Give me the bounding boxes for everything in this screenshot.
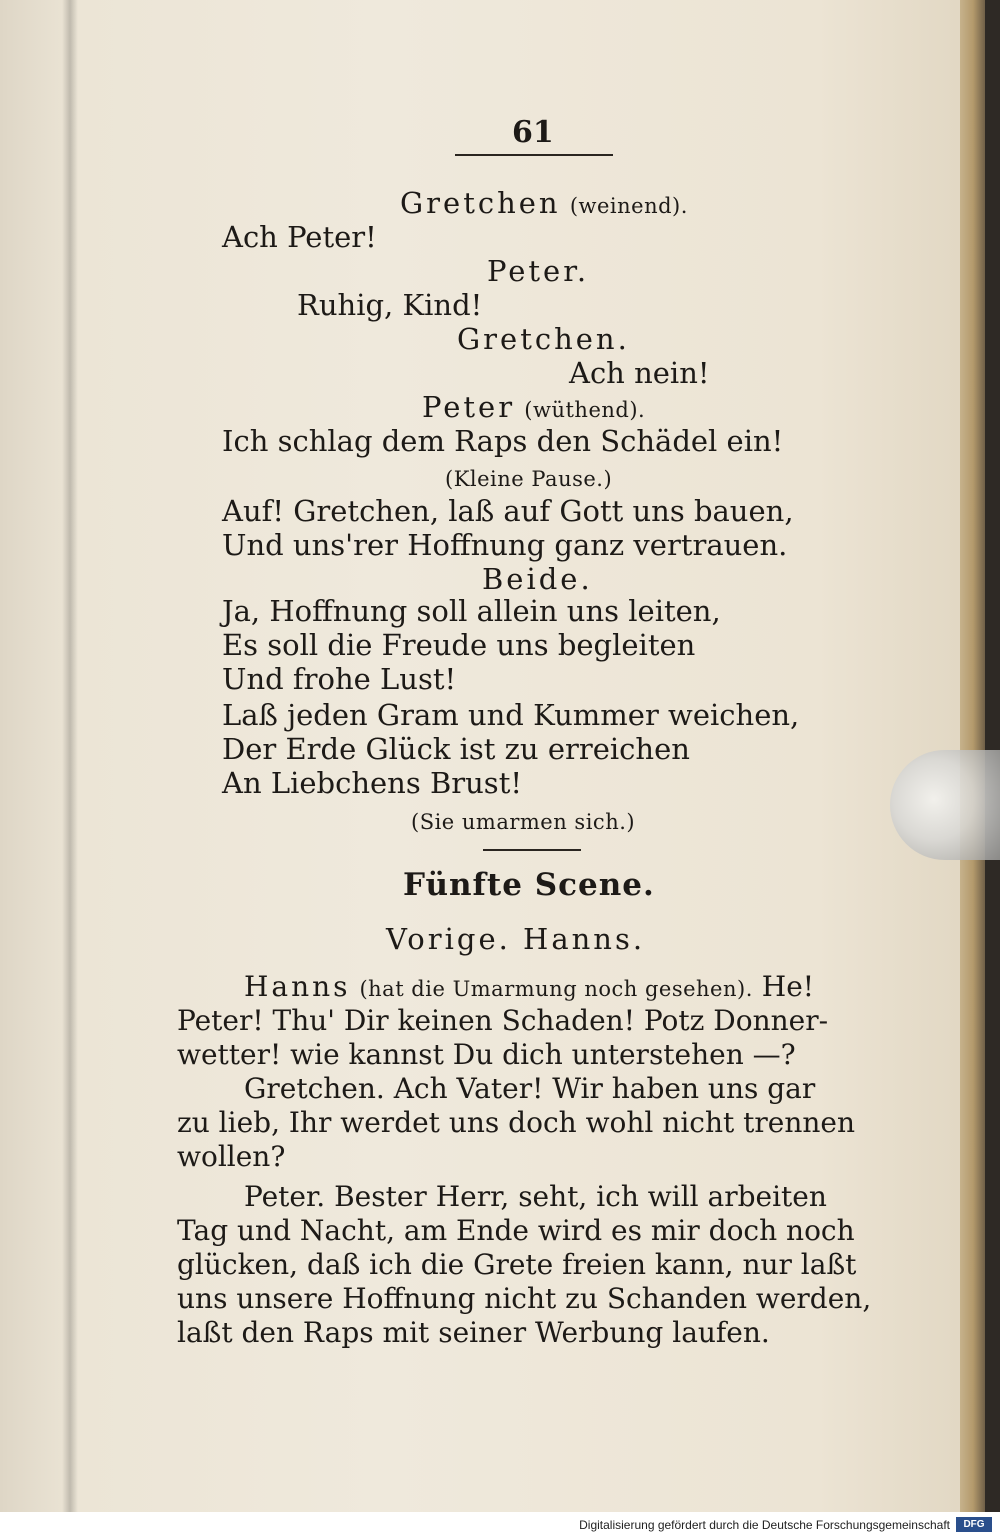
verse-line: Und frohe Lust! bbox=[222, 662, 457, 696]
speaker-name: Peter bbox=[422, 390, 516, 424]
verse-line: Ja, Hoffnung soll allein uns leiten, bbox=[222, 594, 721, 628]
verse-line: Ruhig, Kind! bbox=[297, 288, 483, 322]
stage-direction: (hat die Umarmung noch gesehen). bbox=[359, 977, 753, 1001]
scene-persons: Vorige. Hanns. bbox=[386, 922, 646, 956]
speaker-line bbox=[422, 390, 645, 427]
prose-line: Peter! Thu' Dir keinen Schaden! Potz Donner- bbox=[177, 1004, 829, 1037]
footer-bar bbox=[0, 1512, 1000, 1538]
stage-direction: (wüthend). bbox=[524, 398, 646, 422]
speaker-name: Peter. bbox=[487, 254, 590, 288]
verse-line: Und uns'rer Hoffnung ganz vertrauen. bbox=[222, 528, 788, 562]
verse-line: An Liebchens Brust! bbox=[222, 766, 522, 800]
speaker-line bbox=[400, 186, 688, 223]
verse-line: Es soll die Freude uns begleiten bbox=[222, 628, 696, 662]
footer-credit: Digitalisierung gefördert durch die Deutsche Forschungsgemeinschaft bbox=[579, 1518, 950, 1532]
prose-text: He! bbox=[761, 970, 815, 1003]
prose-line: uns unsere Hoffnung nicht zu Schanden werden, bbox=[177, 1282, 872, 1315]
speaker-name: Hanns bbox=[244, 970, 351, 1003]
prose-line: wetter! wie kannst Du dich unterstehen —? bbox=[177, 1038, 796, 1071]
scene-rule bbox=[483, 849, 581, 851]
prose-line: Tag und Nacht, am Ende wird es mir doch noch bbox=[177, 1214, 855, 1247]
stage-direction: (Sie umarmen sich.) bbox=[411, 810, 636, 834]
verse-line: Laß jeden Gram und Kummer weichen, bbox=[222, 698, 800, 732]
scene-heading: Fünfte Scene. bbox=[403, 867, 655, 903]
stage-direction: (weinend). bbox=[569, 194, 688, 218]
prose-line: Peter. Bester Herr, seht, ich will arbeiten bbox=[244, 1180, 827, 1213]
dfg-logo: DFG bbox=[956, 1517, 992, 1532]
header-rule bbox=[455, 154, 613, 156]
verse-line: Auf! Gretchen, laß auf Gott uns bauen, bbox=[222, 494, 794, 528]
prose-line: Gretchen. Ach Vater! Wir haben uns gar bbox=[244, 1072, 816, 1105]
prose-line: wollen? bbox=[177, 1140, 286, 1173]
prose-line: laßt den Raps mit seiner Werbung laufen. bbox=[177, 1316, 770, 1349]
prose-line: zu lieb, Ihr werdet uns doch wohl nicht trennen bbox=[177, 1106, 856, 1139]
verse-line: Ach Peter! bbox=[222, 220, 377, 254]
page-number: 61 bbox=[512, 115, 554, 150]
verse-line: Der Erde Glück ist zu erreichen bbox=[222, 732, 690, 766]
verse-line: Ach nein! bbox=[569, 356, 710, 390]
prose-line bbox=[244, 970, 814, 1006]
speaker-name: Gretchen bbox=[400, 186, 561, 220]
stage-direction: (Kleine Pause.) bbox=[445, 467, 613, 491]
prose-line: glücken, daß ich die Grete freien kann, nur laßt bbox=[177, 1248, 857, 1281]
speaker-name: Beide. bbox=[482, 562, 593, 596]
verse-line: Ich schlag dem Raps den Schädel ein! bbox=[222, 424, 784, 458]
speaker-name: Gretchen. bbox=[457, 322, 630, 356]
